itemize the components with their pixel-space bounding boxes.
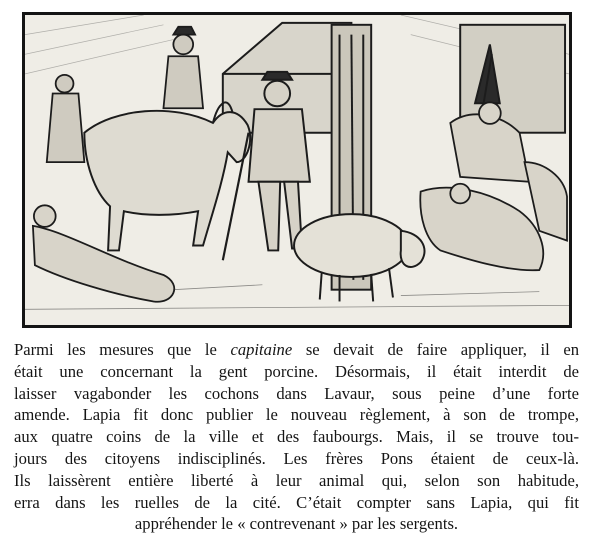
caption-line: jours des citoyens indisciplinés. Les frères Pons étaient de ceux-là. — [14, 448, 579, 468]
caption-line: Ils laissèrent entière liberté à leur animal qui, selon son habitude, — [14, 470, 579, 490]
caption-line-1-start: Parmi les mesures que le — [14, 340, 231, 359]
illustration-frame — [22, 12, 572, 328]
caption-text — [14, 339, 579, 535]
caption-line: aux quatre coins de la ville et des faubourgs. Mais, il se trouve tou- — [14, 427, 579, 447]
caption-line: erra dans les ruelles de la cité. C’était compter sans Lapia, qui fit — [14, 492, 579, 512]
caption-line: était une concernant la gent porcine. Désormais, il était interdit de — [14, 361, 579, 381]
caption-line: laisser vagabonder les cochons dans Lavaur, sous peine d’une forte — [14, 383, 579, 403]
villager-figure — [47, 75, 85, 162]
reclining-figure-left — [33, 205, 174, 301]
horse-drawing — [84, 102, 250, 250]
caption-line — [14, 339, 579, 361]
rider-figure — [163, 27, 203, 108]
caption-line-1-end: se devait de faire appliquer, il en — [292, 340, 579, 359]
illustration-drawing — [25, 15, 569, 325]
caption-italic-word: capitaine — [230, 340, 293, 359]
caption-line: appréhender le « contrevenant » par les sergents. — [134, 514, 459, 534]
caption-line: amende. Lapia fit donc publier le nouveau règlement, à son de trompe, — [14, 405, 579, 425]
